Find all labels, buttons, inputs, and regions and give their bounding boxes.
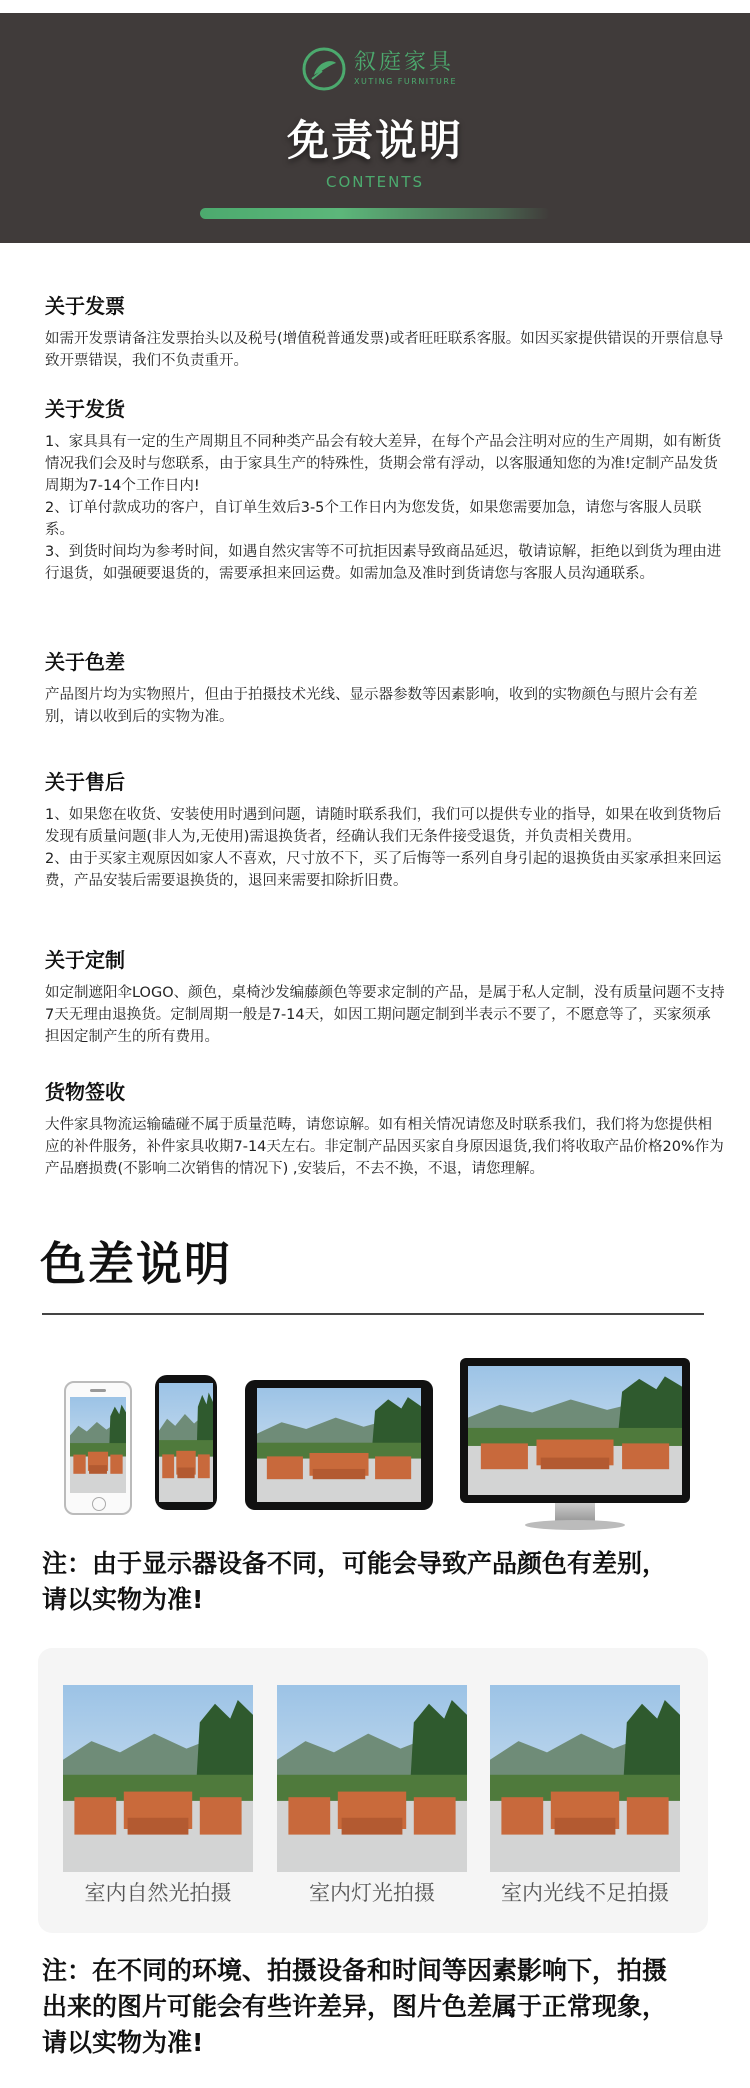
brand-logo — [300, 43, 457, 95]
section-receipt — [45, 1078, 725, 1180]
photo-note — [42, 1953, 722, 2061]
section-custom — [45, 946, 725, 1048]
furniture-photo — [159, 1383, 213, 1502]
section-title: 关于发票 — [45, 294, 125, 318]
black-phone — [155, 1375, 217, 1510]
section-text: 产品图片均为实物照片，但由于拍摄技术光线、显示器参数等因素影响，收到的实物颜色与照片会有差别，请以收到后的实物为准。 — [45, 687, 698, 725]
photo-note-line: 注：在不同的环境、拍摄设备和时间等因素影响下，拍摄 — [42, 1956, 668, 1985]
display-note-line: 请以实物为准! — [42, 1585, 204, 1614]
monitor — [460, 1358, 690, 1503]
display-note — [42, 1546, 722, 1618]
logo-chinese-name: 叙庭家具 — [354, 50, 455, 75]
caption-natural-light: 室内自然光拍摄 — [84, 1881, 232, 1905]
section-text: 3、到货时间均为参考时间，如遇自然灾害等不可抗拒因素导致商品延迟，敬请谅解，拒绝以到货为理由进行退货，如强硬要退货的，需要承担来回运费。如需加急及准时到货请您与客服人员沟通联系。 — [45, 544, 722, 582]
section-text: 1、如果您在收货、安装使用时遇到问题，请随时联系我们，我们可以提供专业的指导，如果在收到货物后发现有质量问题(非人为,无使用)需退换货者，经确认我们无条件接受退货，并负责相关费用。 — [45, 807, 722, 845]
header-banner — [0, 13, 750, 243]
section-shipping — [45, 395, 725, 585]
page-title: 免责说明 — [286, 116, 463, 165]
display-note-line: 注：由于显示器设备不同，可能会导致产品颜色有差别， — [42, 1549, 668, 1578]
page-subtitle: CONTENTS — [325, 173, 425, 191]
section-title: 关于售后 — [45, 770, 125, 794]
photo-note-line: 请以实物为准! — [42, 2028, 204, 2057]
section-title: 关于发货 — [45, 397, 125, 421]
logo-english-name: XUTING FURNITURE — [354, 77, 458, 86]
section-text: 2、由于买家主观原因如家人不喜欢，尺寸放不下，买了后悔等一系列自身引起的退换货由买家承担来回运费，产品安装后需要退换货的，退回来需要扣除折旧费。 — [45, 851, 722, 889]
photo-note-line: 出来的图片可能会有些许差异，图片色差属于正常现象， — [42, 1992, 668, 2021]
section-text: 2、订单付款成功的客户，自订单生效后3-5个工作日内为您发货，如果您需要加急，请您与客服人员联系。 — [45, 500, 702, 538]
section-title: 关于定制 — [45, 948, 125, 972]
section-color-difference — [45, 648, 725, 728]
monitor-base — [525, 1520, 625, 1530]
section-title: 关于色差 — [45, 650, 125, 674]
section-title: 货物签收 — [45, 1080, 125, 1104]
tablet — [245, 1380, 433, 1510]
leaf-logo-icon — [300, 45, 348, 93]
photo-low-light — [490, 1685, 680, 1872]
caption-low-light: 室内光线不足拍摄 — [501, 1881, 669, 1905]
furniture-photo — [468, 1366, 682, 1495]
white-phone — [64, 1381, 132, 1515]
section-after-sales — [45, 768, 725, 892]
monitor-neck — [555, 1503, 595, 1521]
section-text: 如定制遮阳伞LOGO、颜色，桌椅沙发编藤颜色等要求定制的产品，是属于私人定制，没有质量问题不支持7天无理由退换货。定制周期一般是7-14天，如因工期问题定制到半表示不要了，不愿意等了，买家须承担因定制产生的所有费用。 — [45, 985, 725, 1045]
section-text: 大件家具物流运输磕碰不属于质量范畴，请您谅解。如有相关情况请您及时联系我们，我们将为您提供相应的补件服务，补件家具收期7-14天左右。非定制产品因买家自身原因退货,我们将收取产品价格20%作为产品磨损费(不影响二次销售的情况下) ,安装后，不去不换，不退，请您理解。 — [45, 1117, 724, 1177]
section-text: 1、家具具有一定的生产周期且不同种类产品会有较大差异，在每个产品会注明对应的生产周期，如有断货情况我们会及时与您联系，由于家具生产的特殊性，货期会常有浮动，以客服通知您的为准!定制产品发货周期为7-14个工作日内! — [45, 434, 722, 494]
section-text: 如需开发票请备注发票抬头以及税号(增值税普通发票)或者旺旺联系客服。如因买家提供错误的开票信息导致开票错误，我们不负责重开。 — [45, 331, 724, 369]
photo-natural-light — [63, 1685, 253, 1872]
gradient-bar — [200, 208, 550, 219]
caption-indoor-light: 室内灯光拍摄 — [309, 1881, 435, 1905]
color-diff-heading: 色差说明 — [40, 1237, 232, 1291]
photo-indoor-light — [277, 1685, 467, 1872]
furniture-photo — [257, 1388, 421, 1502]
divider — [42, 1313, 704, 1315]
section-invoice — [45, 292, 725, 372]
furniture-photo — [70, 1397, 126, 1493]
